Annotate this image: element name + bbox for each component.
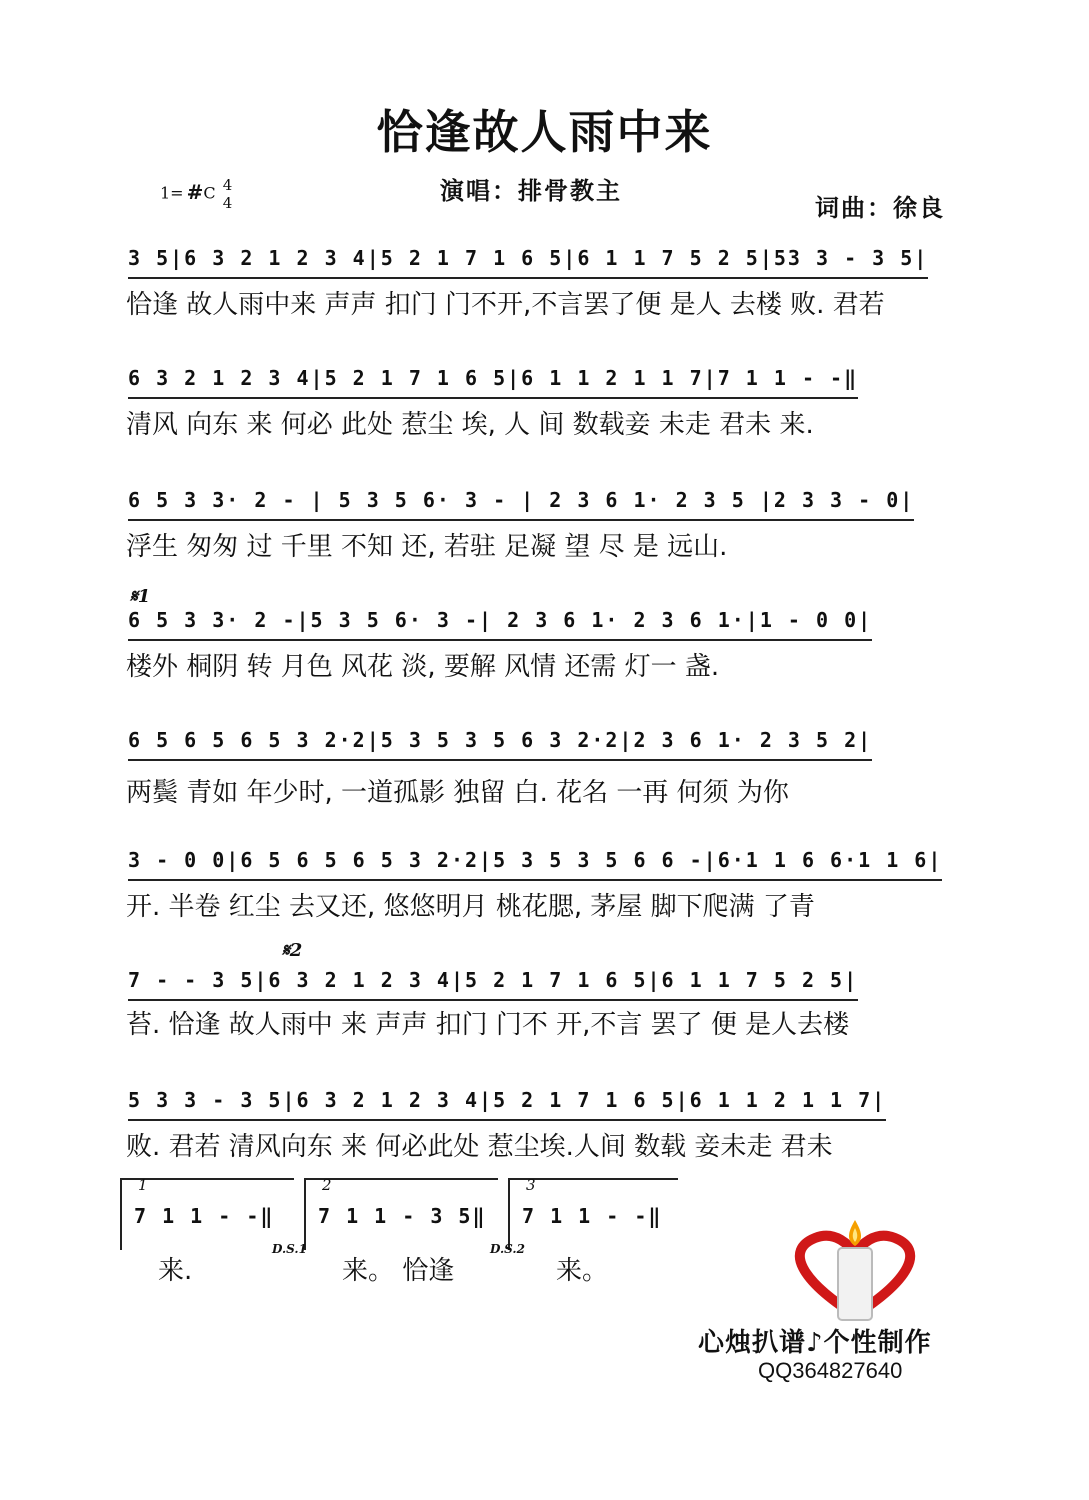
brand-text: 心烛扒谱♪个性制作 [698,1328,932,1358]
time-bottom: 4 [222,194,233,212]
song-title: 恰逢故人雨中来 [376,105,713,159]
ds-1-mark: D.S.1 [272,1242,307,1256]
notes: 6 3 2 1 2 3 4|5 2 1 7 1 6 5|6 1 1 2 1 1 7|7 1 1 - -‖ [128,360,858,399]
notes: 3 - 0 0|6 5 6 5 6 5 3 2·2|5 3 5 3 5 6 6 -|6·1 1 6 6·1 1 6| [128,842,942,881]
notation-row-5 [128,722,960,758]
lyric-line-3: 浮生 匆匆 过 千里 不知 还, 若驻 足凝 望 尽 是 远山. [126,532,728,562]
lyric-line-5: 两鬓 青如 年少时, 一道孤影 独留 白. 花名 一再 何须 为你 [126,778,789,808]
notation-row-6 [128,842,960,878]
ending-2 [304,1178,498,1250]
singer-credit: 演唱：排骨教主 [440,176,622,205]
notes: 6 5 6 5 6 5 3 2·2|5 3 5 3 5 6 3 2·2|2 3 6 1· 2 3 5 2| [128,722,872,761]
ending-3 [508,1178,678,1250]
ending-number: 2 [322,1176,332,1194]
sharp-sign: # [186,179,204,204]
notation-row-2 [128,360,960,396]
candle-heart-logo [780,1220,930,1330]
time-top: 4 [222,176,233,194]
key-prefix: 1= [160,183,184,203]
notes: 6 5 3 3· 2 -|5 3 5 6· 3 -| 2 3 6 1· 2 3 6 1·|1 - 0 0| [128,602,872,641]
ending-2-lyric: 来。 恰逢 [342,1256,455,1286]
segno-2: 𝄋2 [282,940,303,961]
notes: 5 3 3 - 3 5|6 3 2 1 2 3 4|5 2 1 7 1 6 5|6 1 1 2 1 1 7| [128,1082,886,1121]
time-signature [223,176,233,212]
volta-endings [120,1178,690,1258]
lyric-line-7: 苔. 恰逢 故人雨中 来 声声 扣门 门不 开,不言 罢了 便 是人去楼 [126,1010,850,1040]
ending-notes: 7 1 1 - -‖ [134,1204,275,1228]
ending-number: 3 [526,1176,536,1194]
notation-row-4 [128,602,960,638]
notation-row-1 [128,240,960,276]
ending-1-lyric: 来. [158,1256,193,1286]
lyric-line-8: 败. 君若 清风向东 来 何必此处 惹尘埃.人间 数载 妾未走 君未 [126,1132,833,1162]
qq-contact: QQ364827640 [758,1358,903,1383]
lyric-line-6: 开. 半卷 红尘 去又还, 悠悠明月 桃花腮, 茅屋 脚下爬满 了青 [126,892,815,922]
segno-1: 𝄋1 [130,586,151,607]
composer-credit: 词曲：徐良 [815,193,945,222]
lyric-line-4: 楼外 桐阴 转 月色 风花 淡, 要解 风情 还需 灯一 盏. [126,652,720,682]
key-note: C [203,183,216,203]
ending-notes: 7 1 1 - 3 5‖ [318,1204,487,1228]
ending-notes: 7 1 1 - -‖ [522,1204,663,1228]
lyric-line-2: 清风 向东 来 何必 此处 惹尘 埃, 人 间 数载妾 未走 君未 来. [126,410,814,440]
notation-row-7 [128,962,960,998]
ending-number: 1 [138,1176,148,1194]
lyric-line-1: 恰逢 故人雨中来 声声 扣门 门不开,不言罢了便 是人 去楼 败. 君若 [126,290,885,320]
notation-row-8 [128,1082,960,1118]
ds-2-mark: D.S.2 [490,1242,525,1256]
notes: 7 - - 3 5|6 3 2 1 2 3 4|5 2 1 7 1 6 5|6 1 1 7 5 2 5| [128,962,858,1001]
notes: 3 5|6 3 2 1 2 3 4|5 2 1 7 1 6 5|6 1 1 7 5 2 5|53 3 - 3 5| [128,240,928,279]
ending-1 [120,1178,294,1250]
notes: 6 5 3 3· 2 - | 5 3 5 6· 3 - | 2 3 6 1· 2 3 5 |2 3 3 - 0| [128,482,914,521]
key-signature [160,176,232,212]
notation-row-3 [128,482,960,518]
ending-3-lyric: 来。 [556,1256,609,1286]
